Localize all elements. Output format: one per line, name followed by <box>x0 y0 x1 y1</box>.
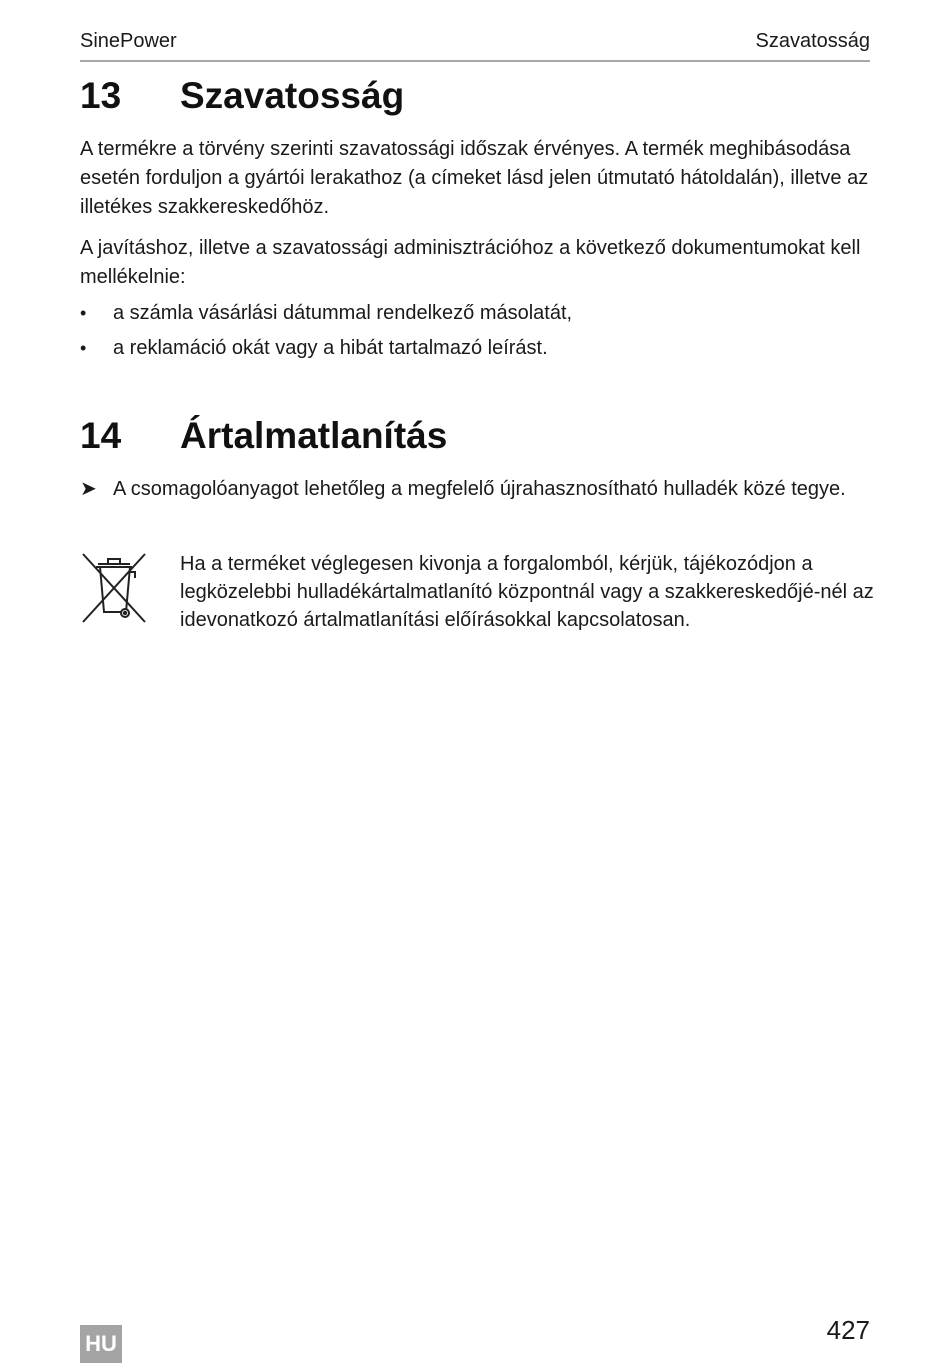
section-13-number: 13 <box>80 75 122 116</box>
header-product-name: SinePower <box>80 30 177 52</box>
warranty-paragraph: A termékre a törvény szerinti szavatossági időszak érvényes. A termék meghibásodása esetén forduljon a gyártói lerakathoz (a címeket lásd jelen útmutató hátoldalán), illetve az illetékes szakkereskedőhöz. <box>80 138 869 218</box>
language-badge: HU <box>80 1325 122 1363</box>
section-14-title: Ártalmatlanítás <box>180 415 448 456</box>
list-item-text: a reklamáció okát vagy a hibát tartalmazó leírást. <box>113 337 548 359</box>
header-section-name: Szavatosság <box>755 30 870 52</box>
bullet-marker: • <box>80 303 87 323</box>
bullet-marker: • <box>80 338 87 358</box>
crossed-out-wheelie-bin-icon <box>80 552 150 624</box>
disposal-paragraph: Ha a terméket véglegesen kivonja a forgalomból, kérjük, tájékozódjon a legközelebbi hulladékártalmatlanító központnál vagy a szakkereskedőjé-nél az idevonatkozó ártalmatlanítási előírásokkal kapcsolatosan. <box>180 553 874 631</box>
instruction-step <box>80 475 875 533</box>
section-13-title: Szavatosság <box>180 75 405 116</box>
instruction-step-text: A csomagolóanyagot lehetőleg a megfelelő újrahasznosítható hulladék közé tegye. <box>113 478 846 500</box>
arrow-marker: ➤ <box>80 478 97 500</box>
section-14-number: 14 <box>80 415 122 456</box>
page-number: 427 <box>826 1315 870 1345</box>
documents-paragraph: A javításhoz, illetve a szavatossági adminisztrációhoz a következő dokumentumokat kell mellékelnie: <box>80 237 861 288</box>
running-header <box>80 30 870 62</box>
list-item-text: a számla vásárlási dátummal rendelkező másolatát, <box>113 302 573 324</box>
